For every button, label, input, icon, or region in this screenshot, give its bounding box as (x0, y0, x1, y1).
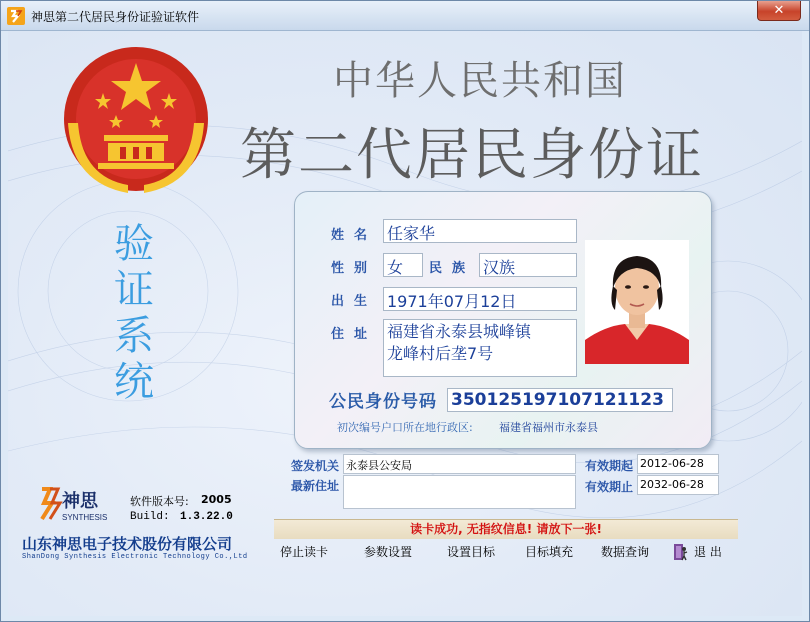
name-label: 姓名 (331, 228, 378, 243)
side-title-char: 证 (114, 267, 154, 313)
main-panel (8, 31, 802, 616)
synthesis-logo (38, 485, 128, 525)
side-title (108, 221, 160, 405)
birth-label: 出生 (331, 294, 378, 309)
sex-label: 性别 (331, 261, 378, 276)
sex-field: 女 (383, 253, 423, 277)
stop-reading-button[interactable]: 停止读卡 (280, 545, 329, 559)
version-label: 软件版本号: (130, 495, 189, 508)
valid-from-field: 2012-06-28 (637, 454, 719, 474)
headline-card-type: 第二代居民身份证 (240, 123, 704, 188)
address-label: 住址 (331, 327, 378, 342)
valid-to-label: 有效期止 (585, 480, 634, 494)
portrait-image (585, 240, 689, 364)
address-line: 龙峰村后垄7号 (387, 344, 494, 363)
authority-field: 永泰县公安局 (343, 454, 576, 474)
region-value: 福建省福州市永泰县 (499, 421, 598, 434)
close-button[interactable]: ✕ (757, 1, 801, 21)
address-field (383, 319, 577, 377)
valid-to-field: 2032-06-28 (637, 475, 719, 495)
name-field: 任家华 (383, 219, 577, 243)
parameter-settings-button[interactable]: 参数设置 (364, 545, 413, 559)
exit-door-icon[interactable] (672, 543, 688, 561)
birth-field: 1971年07月12日 (383, 287, 577, 311)
valid-from-label: 有效期起 (585, 459, 634, 473)
ethnic-field: 汉族 (479, 253, 577, 277)
exit-button[interactable]: 退 出 (694, 545, 722, 559)
window-title: 神思第二代居民身份证验证软件 (31, 10, 200, 24)
company-name: 山东神思电子技术股份有限公司 (22, 535, 233, 553)
build-value: 1.3.22.0 (180, 511, 233, 523)
set-target-button[interactable]: 设置目标 (447, 545, 496, 559)
national-emblem-icon (58, 43, 214, 199)
address-line: 福建省永泰县城峰镇 (387, 322, 532, 341)
status-message: 读卡成功, 无指纹信息! 请放下一张! (274, 519, 738, 539)
build-label: Build: (130, 511, 170, 523)
ethnic-label: 民族 (429, 261, 476, 276)
portrait-photo (585, 240, 689, 364)
authority-label: 签发机关 (291, 459, 340, 473)
logo-subtext: SYNTHESIS (62, 513, 108, 522)
id-card-panel (294, 191, 712, 449)
headline-country: 中华人民共和国 (333, 58, 627, 104)
id-number-label: 公民身份号码 (329, 392, 437, 412)
latest-address-label: 最新住址 (291, 479, 340, 493)
side-title-char: 统 (114, 359, 154, 405)
side-title-char: 验 (114, 221, 154, 267)
side-title-char: 系 (114, 313, 154, 359)
app-logo-icon (7, 7, 25, 25)
data-query-button[interactable]: 数据查询 (601, 545, 650, 559)
id-number-field: 350125197107121123 (447, 388, 673, 412)
logo-text: 神思 (62, 491, 98, 512)
version-value: 2005 (201, 493, 232, 506)
latest-address-field (343, 475, 576, 509)
title-bar[interactable] (1, 1, 809, 31)
region-label: 初次编号户口所在地行政区: (337, 421, 473, 434)
target-fill-button[interactable]: 目标填充 (525, 545, 574, 559)
company-name-en: ShanDong Synthesis Electronic Technology Co.,Ltd (22, 553, 248, 561)
